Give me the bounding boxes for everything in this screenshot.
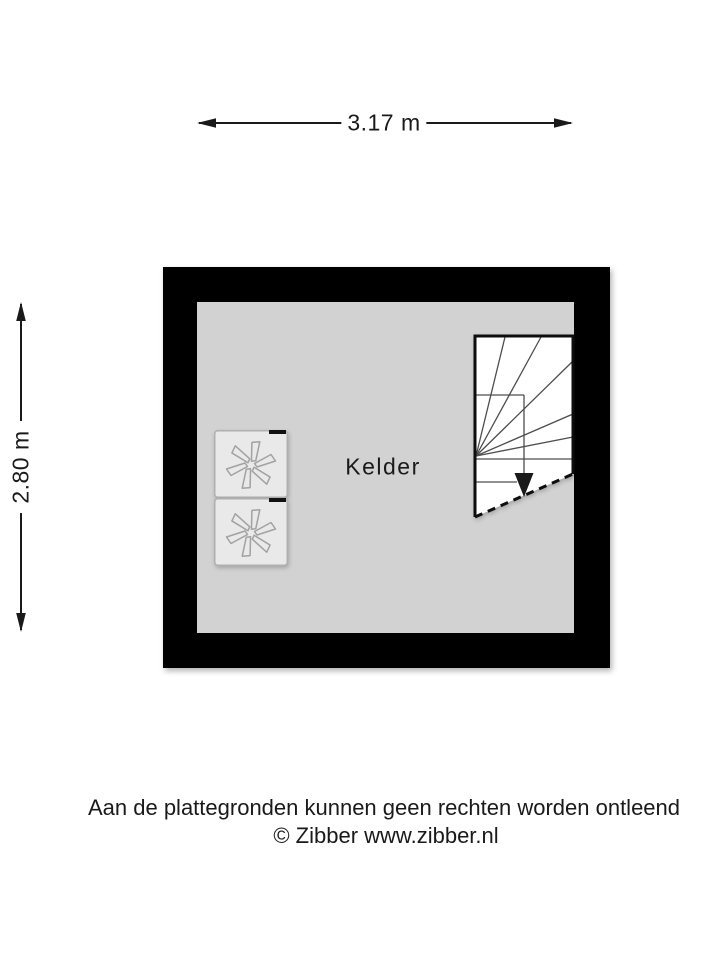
room-name-label: Kelder <box>345 453 421 480</box>
depth-dimension-label: 2.80 m <box>8 424 35 509</box>
appliance-door-mark <box>269 498 286 502</box>
appliance-door-mark <box>269 430 286 434</box>
appliance-box-1 <box>215 430 288 497</box>
disclaimer-text: Aan de plattegronden kunnen geen rechten worden ontleend <box>87 795 681 820</box>
width-dimension-label: 3.17 m <box>341 110 426 137</box>
appliance-box-2 <box>215 498 288 565</box>
copyright-text: © Zibber www.zibber.nl <box>273 823 499 848</box>
